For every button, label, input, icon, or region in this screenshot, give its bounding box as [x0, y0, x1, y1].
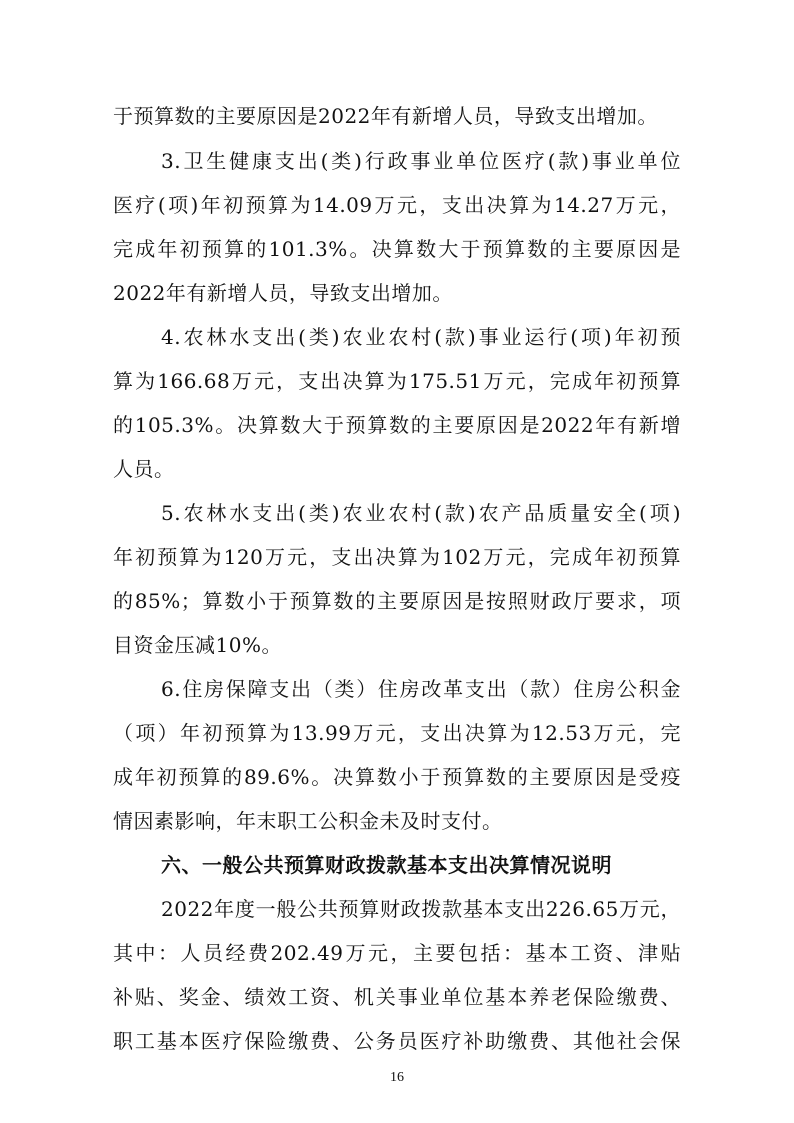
paragraph-line: 5.农林水支出(类)农业农村(款)农产品质量安全(项)	[161, 501, 681, 525]
paragraph-line: 6.住房保障支出（类）住房改革支出（款）住房公积金	[161, 677, 681, 701]
paragraph-line: 于预算数的主要原因是2022年有新增人员，导致支出增加。	[113, 104, 658, 128]
paragraph-line: 2022年有新增人员，导致支出增加。	[113, 281, 453, 305]
paragraph-line: 医疗(项)年初预算为14.09万元，支出决算为14.27万元，	[113, 193, 681, 217]
paragraph-line: 目资金压减10%。	[113, 633, 282, 657]
paragraph-line: 3.卫生健康支出(类)行政事业单位医疗(款)事业单位	[161, 149, 681, 173]
paragraph-line: 人员。	[113, 457, 175, 481]
paragraph-line: 的105.3%。决算数大于预算数的主要原因是2022年有新增	[113, 413, 681, 437]
paragraph-line: 算为166.68万元，支出决算为175.51万元，完成年初预算	[113, 369, 681, 393]
paragraph-line: 2022年度一般公共预算财政拨款基本支出226.65万元，	[161, 897, 681, 921]
paragraph-line: 职工基本医疗保险缴费、公务员医疗补助缴费、其他社会保	[113, 1029, 681, 1053]
section-heading: 六、一般公共预算财政拨款基本支出决算情况说明	[161, 853, 612, 877]
paragraph-line: 年初预算为120万元，支出决算为102万元，完成年初预算	[113, 545, 681, 569]
paragraph-line: （项）年初预算为13.99万元，支出决算为12.53万元，完	[113, 721, 681, 745]
paragraph-line: 其中：人员经费202.49万元，主要包括：基本工资、津贴	[113, 941, 681, 965]
page-number: 16	[390, 1070, 404, 1085]
paragraph-line: 4.农林水支出(类)农业农村(款)事业运行(项)年初预	[161, 325, 681, 349]
paragraph-line: 完成年初预算的101.3%。决算数大于预算数的主要原因是	[113, 237, 681, 261]
paragraph-line: 的85%；算数小于预算数的主要原因是按照财政厅要求，项	[113, 589, 681, 613]
paragraph-line: 成年初预算的89.6%。决算数小于预算数的主要原因是受疫	[113, 765, 681, 789]
paragraph-line: 补贴、奖金、绩效工资、机关事业单位基本养老保险缴费、	[113, 985, 681, 1009]
paragraph-line: 情因素影响，年末职工公积金未及时支付。	[113, 809, 503, 833]
